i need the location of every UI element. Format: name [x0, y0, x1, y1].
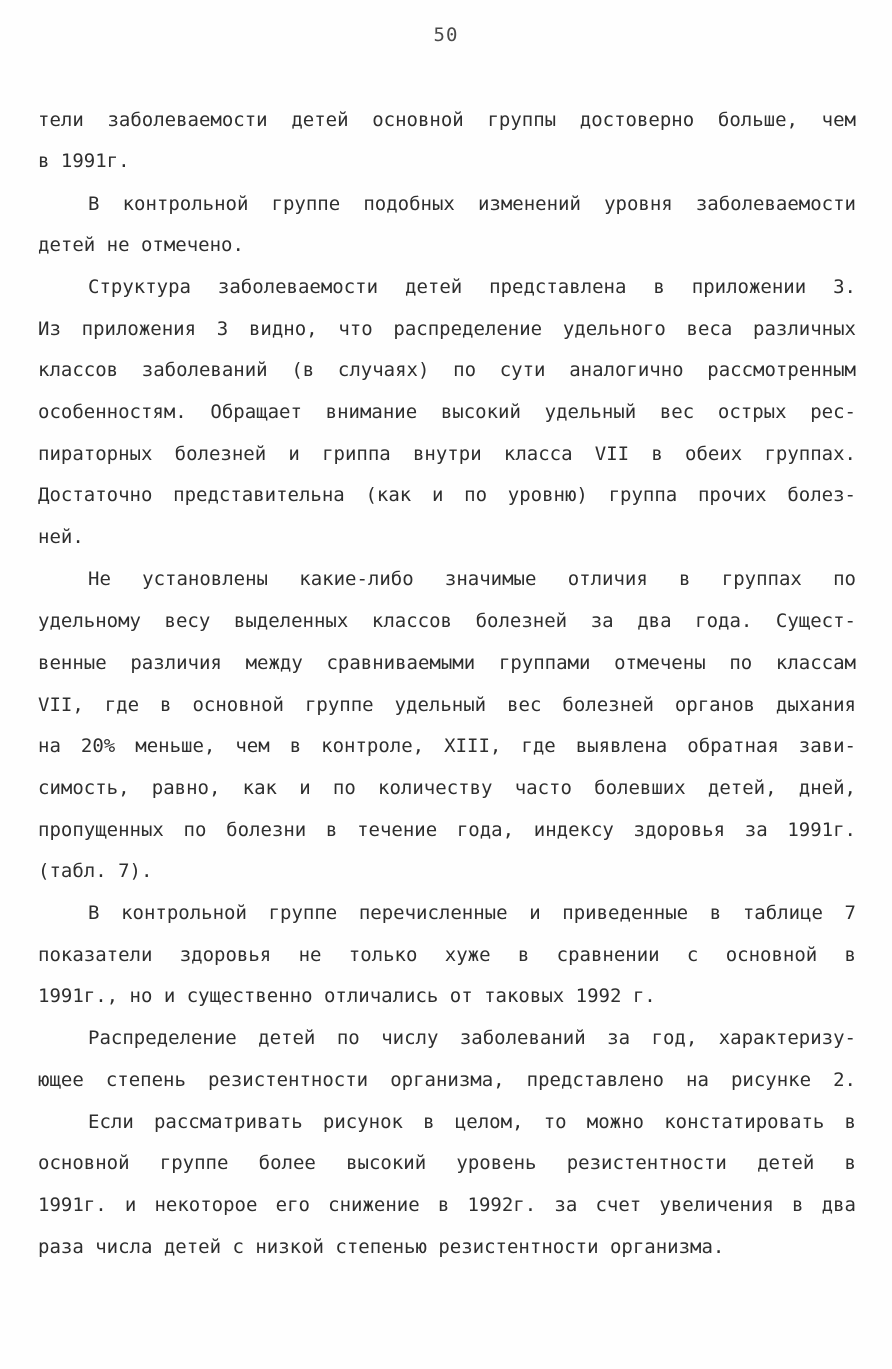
text-line: 1991г. и некоторое его снижение в 1992г. за счет увеличения в два — [38, 1194, 856, 1216]
text-line: (табл. 7). — [38, 860, 153, 882]
text-line: детей не отмечено. — [38, 234, 244, 256]
text-line: классов заболеваний (в случаях) по сути аналогично рассмотренным — [38, 359, 856, 381]
text-line: В контрольной группе подобных изменений уровня заболеваемости — [88, 193, 856, 215]
text-line: симость, равно, как и по количеству часто болевших детей, дней, — [38, 777, 856, 799]
text-line: в 1991г. — [38, 150, 130, 172]
text-line: раза числа детей с низкой степенью резистентности организма. — [38, 1236, 725, 1258]
text-line: Не установлены какие-либо значимые отличия в группах по — [88, 568, 856, 590]
text-line: показатели здоровья не только хуже в сравнении с основной в — [38, 944, 856, 966]
text-line: венные различия между сравниваемыми группами отмечены по классам — [38, 652, 856, 674]
text-line: основной группе более высокий уровень резистентности детей в — [38, 1152, 856, 1174]
text-line: пираторных болезней и гриппа внутри класса VII в обеих группах. — [38, 443, 856, 465]
page-number: 50 — [433, 24, 459, 46]
text-line: ней. — [38, 526, 84, 548]
text-line: В контрольной группе перечисленные и приведенные в таблице 7 — [88, 902, 856, 924]
text-line: пропущенных по болезни в течение года, индексу здоровья за 1991г. — [38, 819, 856, 841]
text-line: VII, где в основной группе удельный вес болезней органов дыхания — [38, 694, 856, 716]
text-line: Достаточно представительна (как и по уровню) группа прочих болез- — [38, 484, 856, 506]
text-line: 1991г., но и существенно отличались от таковых 1992 г. — [38, 985, 656, 1007]
text-line: удельному весу выделенных классов болезней за два года. Сущест- — [38, 610, 856, 632]
text-line: Структура заболеваемости детей представлена в приложении 3. — [88, 276, 856, 298]
text-line: Из приложения 3 видно, что распределение удельного веса различных — [38, 318, 856, 340]
text-line: тели заболеваемости детей основной группы достоверно больше, чем — [38, 109, 856, 131]
text-line: особенностям. Обращает внимание высокий удельный вес острых рес- — [38, 401, 856, 423]
text-line: на 20% меньше, чем в контроле, XIII, где выявлена обратная зави- — [38, 735, 856, 757]
text-line: Распределение детей по числу заболеваний за год, характеризу- — [88, 1027, 856, 1049]
text-line: Если рассматривать рисунок в целом, то можно констатировать в — [88, 1111, 856, 1133]
text-line: ющее степень резистентности организма, представлено на рисунке 2. — [38, 1069, 856, 1091]
